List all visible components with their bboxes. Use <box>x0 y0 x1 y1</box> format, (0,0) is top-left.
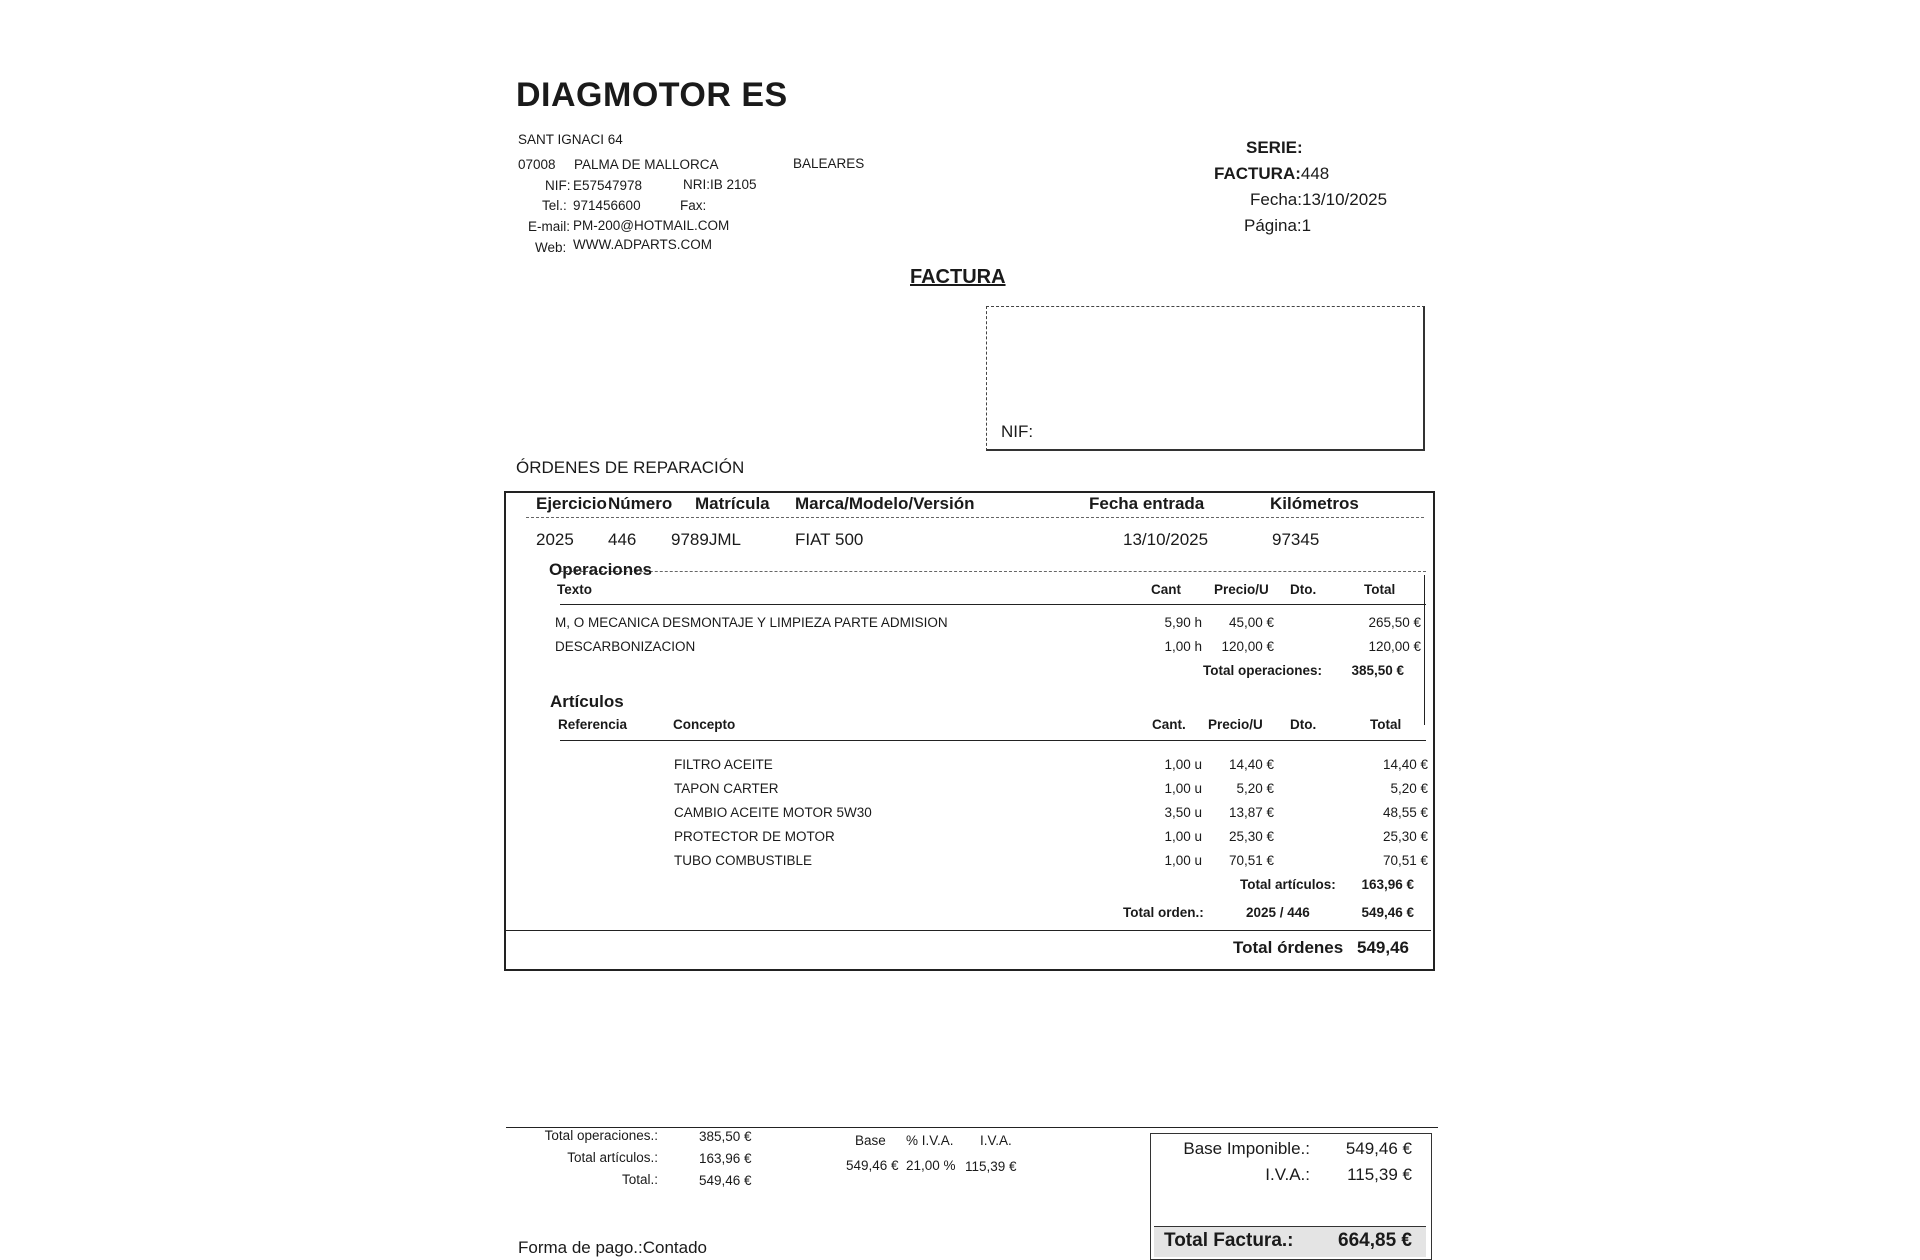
total-factura-value: 664,85 € <box>1338 1230 1412 1251</box>
art-precio: 25,30 € <box>1228 829 1274 844</box>
total-factura-label: Total Factura.: <box>1164 1230 1294 1251</box>
client-box <box>986 306 1425 451</box>
iva-label: I.V.A.: <box>1265 1165 1310 1184</box>
iva-base-value: 549,46 € <box>846 1158 899 1173</box>
ops-col-total: Total <box>1364 582 1396 597</box>
serie-label: SERIE: <box>1246 138 1303 157</box>
art-total: 5,20 € <box>1390 781 1428 796</box>
company-name: DIAGMOTOR ES <box>516 76 788 114</box>
summary-ops-value: 385,50 € <box>699 1129 752 1144</box>
art-total: 48,55 € <box>1382 805 1428 820</box>
tel-value: 971456600 <box>573 198 641 213</box>
iva-value: 115,39 € <box>1347 1165 1412 1184</box>
summary-total-label: Total.: <box>621 1172 658 1187</box>
iva-col-pct: % I.V.A. <box>906 1133 954 1148</box>
total-ordenes-value: 549,46 <box>1357 938 1409 957</box>
company-city: PALMA DE MALLORCA <box>574 157 719 172</box>
order-numero: 446 <box>608 530 637 549</box>
art-concepto: CAMBIO ACEITE MOTOR 5W30 <box>674 805 872 820</box>
orders-title: ÓRDENES DE REPARACIÓN <box>516 458 745 477</box>
art-concepto: TAPON CARTER <box>674 781 779 796</box>
iva-col-base: Base <box>855 1133 886 1148</box>
art-cant: 1,00 u <box>1164 829 1202 844</box>
col-kilometros: Kilómetros <box>1270 494 1359 513</box>
order-kilometros: 97345 <box>1272 530 1320 549</box>
web-label: Web: <box>535 240 567 255</box>
art-col-total: Total <box>1370 717 1402 732</box>
company-address: SANT IGNACI 64 <box>518 132 623 147</box>
art-total: 70,51 € <box>1382 853 1428 868</box>
ops-header-rule <box>560 604 1426 605</box>
operaciones-title: Operaciones <box>549 560 652 579</box>
art-concepto: FILTRO ACEITE <box>674 757 773 772</box>
iva-col-iva: I.V.A. <box>980 1133 1012 1148</box>
summary-art-value: 163,96 € <box>699 1151 752 1166</box>
art-total-value: 163,96 € <box>1361 877 1414 892</box>
art-col-dto: Dto. <box>1290 717 1317 732</box>
iva-iva-value: 115,39 € <box>965 1159 1017 1174</box>
nif-label: NIF: <box>545 178 571 193</box>
art-total: 14,40 € <box>1382 757 1428 772</box>
total-orden-value: 549,46 € <box>1361 905 1414 920</box>
ops-right-rule <box>1424 575 1425 725</box>
order-ejercicio: 2025 <box>536 530 574 549</box>
ops-total: 120,00 € <box>1368 639 1421 654</box>
header-divider <box>526 517 1424 518</box>
company-postal-code: 07008 <box>518 157 556 172</box>
col-numero: Número <box>608 494 673 513</box>
nif-value: E57547978 <box>573 178 643 193</box>
nri-value: NRI:IB 2105 <box>683 177 757 192</box>
art-cant: 1,00 u <box>1164 853 1202 868</box>
ops-precio: 120,00 € <box>1221 639 1274 654</box>
ops-cant: 1,00 h <box>1164 639 1202 654</box>
art-total-label: Total artículos: <box>1240 877 1336 892</box>
ops-total-value: 385,50 € <box>1351 663 1404 678</box>
pagina-value: 1 <box>1301 216 1312 235</box>
iva-pct-value: 21,00 % <box>906 1158 956 1173</box>
order-marca: FIAT 500 <box>795 530 864 549</box>
summary-ops-label: Total operaciones.: <box>544 1128 658 1143</box>
ops-col-texto: Texto <box>557 582 593 597</box>
ops-texto: M, O MECANICA DESMONTAJE Y LIMPIEZA PARTE ADMISION <box>555 615 948 630</box>
ops-texto: DESCARBONIZACION <box>555 639 696 654</box>
ops-precio: 45,00 € <box>1228 615 1274 630</box>
col-ejercicio: Ejercicio <box>536 494 607 513</box>
payment-method: Forma de pago.:Contado <box>518 1238 708 1257</box>
base-imponible-label: Base Imponible.: <box>1183 1139 1310 1158</box>
articulos-title: Artículos <box>550 692 624 711</box>
total-orden-ref: 2025 / 446 <box>1246 905 1310 920</box>
fecha-value: 13/10/2025 <box>1301 190 1388 209</box>
col-fecha-entrada: Fecha entrada <box>1089 494 1205 513</box>
factura-value: 448 <box>1300 164 1330 183</box>
summary-total-value: 549,46 € <box>699 1173 752 1188</box>
section-divider <box>560 571 1426 572</box>
factura-label: FACTURA: <box>1214 164 1301 183</box>
web-value: WWW.ADPARTS.COM <box>573 237 712 252</box>
order-total-rule <box>506 930 1431 931</box>
total-orden-label: Total orden.: <box>1123 905 1204 920</box>
art-cant: 3,50 u <box>1164 805 1202 820</box>
art-precio: 5,20 € <box>1236 781 1274 796</box>
art-concepto: PROTECTOR DE MOTOR <box>674 829 835 844</box>
fecha <box>1250 190 1387 210</box>
art-concepto: TUBO COMBUSTIBLE <box>674 853 813 868</box>
art-col-precio: Precio/U <box>1208 717 1263 732</box>
tel-label: Tel.: <box>542 198 567 213</box>
ops-total: 265,50 € <box>1368 615 1421 630</box>
factura-number <box>1214 164 1329 184</box>
company-province: BALEARES <box>793 156 865 171</box>
col-marca: Marca/Modelo/Versión <box>795 494 975 513</box>
art-cant: 1,00 u <box>1164 781 1202 796</box>
art-col-cant: Cant. <box>1152 717 1186 732</box>
art-precio: 70,51 € <box>1228 853 1274 868</box>
art-precio: 13,87 € <box>1228 805 1274 820</box>
art-col-referencia: Referencia <box>558 717 628 732</box>
col-matricula: Matrícula <box>695 494 770 513</box>
email-value: PM-200@HOTMAIL.COM <box>573 218 730 233</box>
art-col-concepto: Concepto <box>673 717 736 732</box>
email-label: E-mail: <box>528 219 571 234</box>
fax-label: Fax: <box>680 198 707 213</box>
pagina-label: Página: <box>1244 216 1302 235</box>
order-matricula: 9789JML <box>671 530 741 549</box>
document-title: FACTURA <box>910 266 1006 288</box>
pagina <box>1244 216 1311 236</box>
art-cant: 1,00 u <box>1164 757 1202 772</box>
art-header-rule <box>560 740 1426 741</box>
base-imponible-value: 549,46 € <box>1345 1139 1412 1158</box>
order-fecha-entrada: 13/10/2025 <box>1123 530 1209 549</box>
client-nif-label: NIF: <box>1001 422 1034 441</box>
ops-col-precio: Precio/U <box>1214 582 1269 597</box>
summary-art-label: Total artículos.: <box>567 1150 658 1165</box>
ops-cant: 5,90 h <box>1164 615 1202 630</box>
art-precio: 14,40 € <box>1228 757 1274 772</box>
total-ordenes-label: Total órdenes <box>1233 938 1344 957</box>
fecha-label: Fecha: <box>1250 190 1302 209</box>
art-total: 25,30 € <box>1382 829 1428 844</box>
ops-total-label: Total operaciones: <box>1203 663 1323 678</box>
ops-col-cant: Cant <box>1151 582 1181 597</box>
ops-col-dto: Dto. <box>1290 582 1317 597</box>
